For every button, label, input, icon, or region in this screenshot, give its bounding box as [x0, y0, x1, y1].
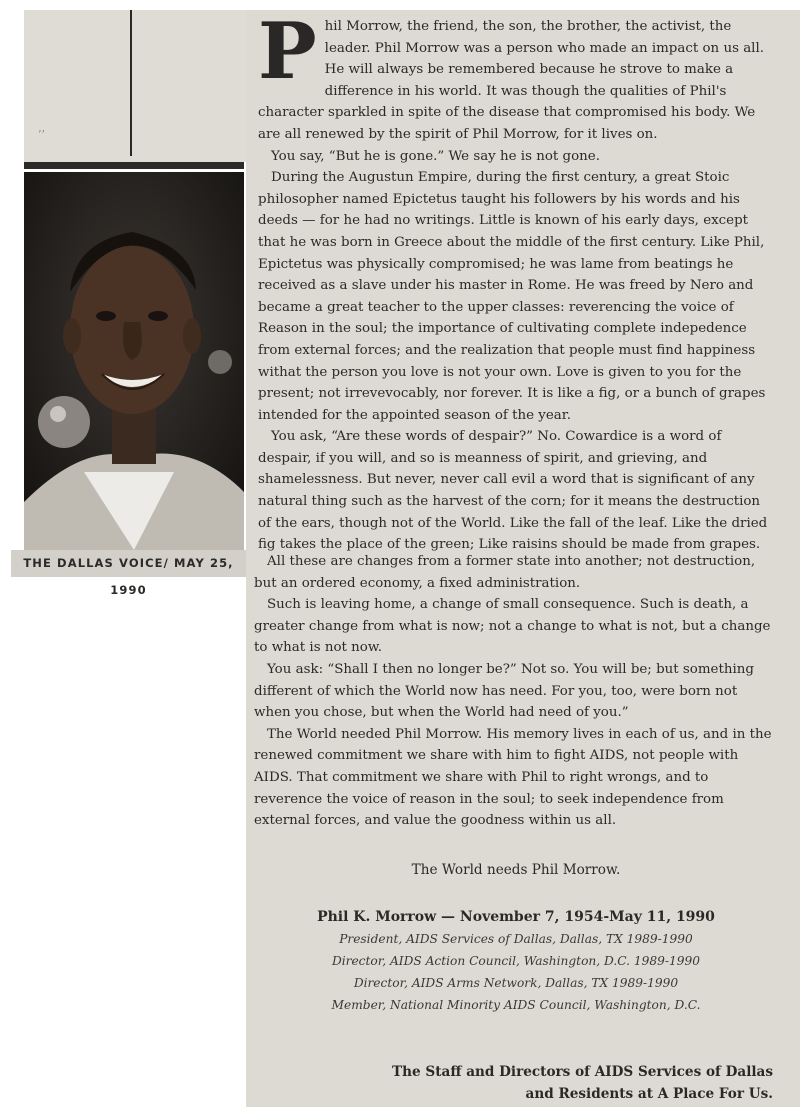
margin-scrap: [24, 10, 246, 162]
role-line: Director, AIDS Arms Network, Dallas, TX 1989-1990: [353, 976, 679, 990]
photo-top-rule: [24, 162, 244, 169]
memorial-name-dates: Phil K. Morrow — November 7, 1954-May 11, 1990: [317, 909, 715, 925]
portrait-illustration: [24, 172, 244, 550]
tagline: The World needs Phil Morrow.: [411, 862, 621, 878]
staff-line: and Residents at A Place For Us.: [525, 1086, 773, 1102]
portrait-photo: [24, 172, 244, 550]
staff-credit: [300, 1061, 773, 1105]
paragraph: During the Augustun Empire, during the first century, a great Stoic philosopher named Epictetus taught his followers by his words and his deeds — for he had no writings. Little is known of his early days, except that he was born in Greece about the middle of the first century. Like Phil, Epictetus was physically compromised; he was lame from beatings he received as a slave under his master in Rome. He was freed by Nero and became a great teacher to the upper classes: reverencing the voice of Reason in the soul; the importance of cultivating complete indepedence from external forces; and the realization that people must find happiness withat the person you love is not your own. Love is given to you for the present; not irrevevocably, nor forever. It is like a fig, or a bunch of grapes intended for the appointed season of the year.: [258, 170, 766, 423]
role-line: Member, National Minority AIDS Council, Washington, D.C.: [331, 998, 701, 1012]
paragraph: Such is leaving home, a change of small consequence. Such is death, a greater change from what is now; not a change to what is not, but a change to what is not now.: [254, 597, 771, 656]
drop-cap: P: [258, 6, 317, 97]
staff-line: The Staff and Directors of AIDS Services of Dallas: [392, 1064, 773, 1080]
paragraph: Phil Morrow, the friend, the son, the brother, the activist, the leader. Phil Morrow was a person who made an impact on us all. He will always be remembered because he strove to make a difference in his world. It was though the qualities of Phil's character sparkled in spite of the disease that compromised his body. We are all renewed by the spirit of Phil Morrow, for it lives on.: [258, 6, 764, 142]
photo-caption: THE DALLAS VOICE/ MAY 25, 1990: [11, 550, 246, 577]
memorial-signature: [246, 906, 786, 1016]
article-column-2: [254, 551, 774, 832]
paragraph: You ask: “Shall I then no longer be?” Not so. You will be; but something different of which the World now has need. For you, too, were born not when you chose, but when the World had need of you.”: [254, 661, 754, 721]
paragraph: You say, “But he is gone.” We say he is not gone.: [271, 148, 600, 164]
role-line: Director, AIDS Action Council, Washington, D.C. 1989-1990: [331, 954, 701, 968]
paragraph: All these are changes from a former state into another; not destruction, but an ordered economy, a fixed administration.: [254, 554, 756, 591]
role-line: President, AIDS Services of Dallas, Dallas, TX 1989-1990: [339, 932, 693, 946]
article-column-1: [258, 6, 770, 556]
paragraph: You ask, “Are these words of despair?” No. Cowardice is a word of despair, if you will, and so is meanness of spirit, and grieving, and shamelessness. But never, never call evil a word that is significant of any natural thing such as the harvest of the corn; for it means the destruction of the ears, though not of the World. Like the fall of the leaf. Like the dried fig takes the place of the green; Like raisins should be made from grapes.: [258, 429, 768, 553]
paragraph: The World needed Phil Morrow. His memory lives in each of us, and in the renewed commitment we share with him to fight AIDS, not people with AIDS. That commitment we share with Phil to right wrongs, and to reverence the voice of reason in the soul; to seek independence from external forces, and value the goodness within us all.: [254, 726, 772, 829]
margin-mark: ’’: [38, 128, 45, 141]
column-rule: [130, 10, 132, 156]
